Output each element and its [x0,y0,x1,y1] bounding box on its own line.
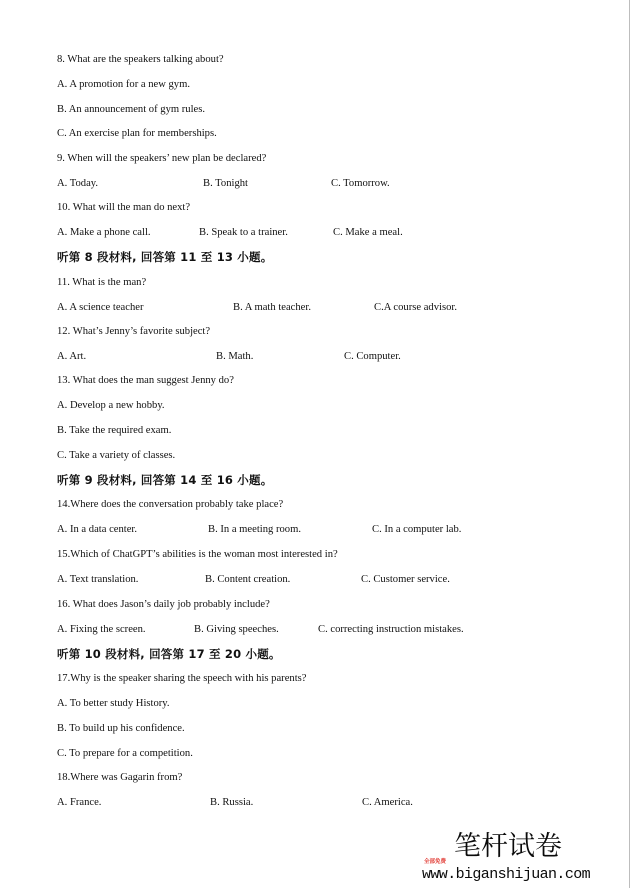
question-17-option-c: C. To prepare for a competition. [57,748,193,759]
question-17-option-b: B. To build up his confidence. [57,723,185,734]
question-16-option-a: A. Fixing the screen. [57,624,146,635]
question-13-prompt: 13. What does the man suggest Jenny do? [57,375,234,386]
watermark-url: www.biganshijuan.com [422,866,591,883]
question-17-option-a: A. To better study History. [57,698,170,709]
question-14-option-a: A. In a data center. [57,524,138,535]
question-18-prompt: 18.Where was Gagarin from? [57,772,183,783]
question-18-option-a: A. France. [57,797,102,808]
question-16-option-c: C. correcting instruction mistakes. [318,624,464,635]
question-15-option-a: A. Text translation. [57,574,139,585]
question-18-option-c: C. America. [362,797,413,808]
question-12-options [57,349,577,365]
question-16-prompt: 16. What does Jason’s daily job probably include? [57,599,270,610]
question-13-option-b: B. Take the required exam. [57,425,172,436]
question-16-options [57,622,577,638]
question-14-option-b: B. In a meeting room. [208,524,301,535]
question-12-option-c: C. Computer. [344,351,401,362]
section-heading-9: 听第 9 段材料, 回答第 14 至 16 小题。 [57,473,273,487]
question-9-option-b: B. Tonight [203,178,248,189]
question-11-option-c: C.A course advisor. [374,302,457,313]
question-11-options [57,300,577,316]
question-8-option-b: B. An announcement of gym rules. [57,104,205,115]
question-8-option-a: A. A promotion for a new gym. [57,79,190,90]
question-10-option-a: A. Make a phone call. [57,227,151,238]
question-13-option-c: C. Take a variety of classes. [57,450,176,461]
question-11-prompt: 11. What is the man? [57,277,147,288]
question-18-options [57,795,577,811]
watermark-title: 笔杆试卷 [454,831,562,862]
question-15-options [57,572,577,588]
question-12-option-a: A. Art. [57,351,87,362]
question-10-option-c: C. Make a meal. [333,227,403,238]
question-14-options [57,522,577,538]
question-11-option-b: B. A math teacher. [233,302,311,313]
question-11-option-a: A. A science teacher [57,302,144,313]
question-16-option-b: B. Giving speeches. [194,624,279,635]
section-heading-10: 听第 10 段材料, 回答第 17 至 20 小题。 [57,647,281,661]
question-10-prompt: 10. What will the man do next? [57,202,191,213]
question-18-option-b: B. Russia. [210,797,254,808]
question-12-option-b: B. Math. [216,351,254,362]
question-8-prompt: 8. What are the speakers talking about? [57,54,224,65]
watermark-logo [420,832,630,888]
question-17-prompt: 17.Why is the speaker sharing the speech with his parents? [57,673,307,684]
question-9-options [57,176,577,192]
question-9-prompt: 9. When will the speakers’ new plan be declared? [57,153,267,164]
question-13-option-a: A. Develop a new hobby. [57,400,165,411]
question-8-option-c: C. An exercise plan for memberships. [57,128,217,139]
watermark-free-tag: 全部免费 [424,859,447,865]
question-14-option-c: C. In a computer lab. [372,524,462,535]
section-heading-8: 听第 8 段材料, 回答第 11 至 13 小题。 [57,250,273,264]
question-14-prompt: 14.Where does the conversation probably take place? [57,499,284,510]
question-15-option-b: B. Content creation. [205,574,291,585]
question-9-option-c: C. Tomorrow. [331,178,390,189]
question-10-option-b: B. Speak to a trainer. [199,227,288,238]
question-10-options [57,225,577,241]
question-15-option-c: C. Customer service. [361,574,450,585]
question-12-prompt: 12. What’s Jenny’s favorite subject? [57,326,211,337]
question-15-prompt: 15.Which of ChatGPT’s abilities is the woman most interested in? [57,549,338,560]
question-9-option-a: A. Today. [57,178,99,189]
